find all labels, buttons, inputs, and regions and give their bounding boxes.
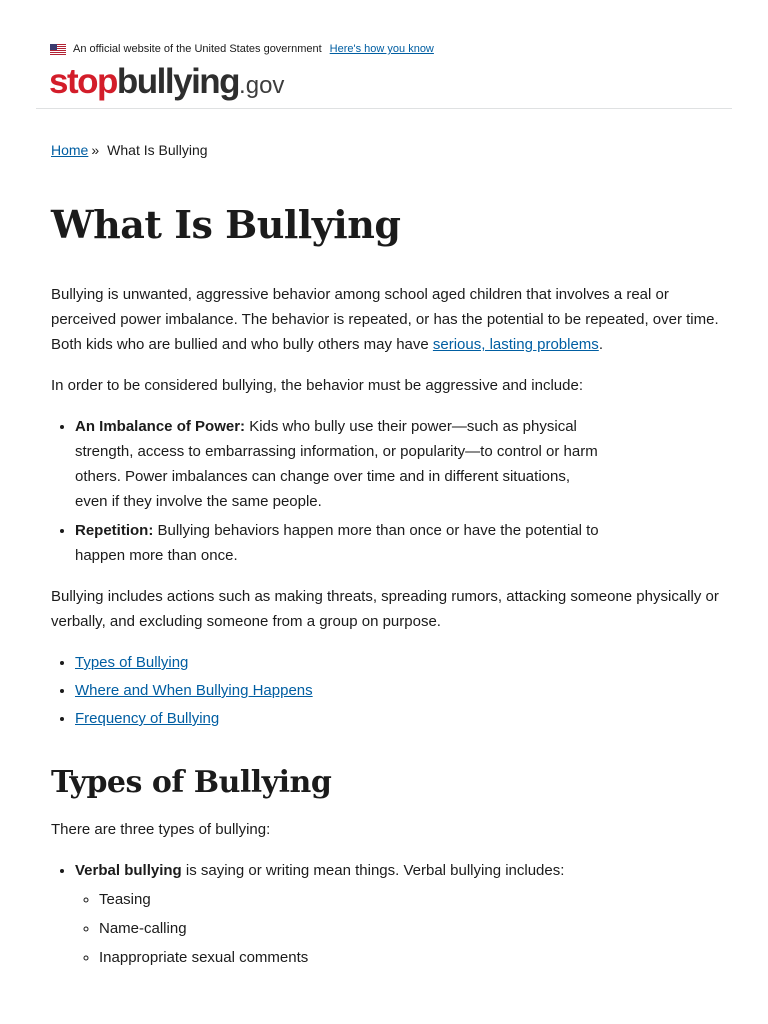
criteria-list	[51, 414, 605, 568]
logo-bullying: bullying	[116, 62, 240, 101]
criteria-term: Repetition:	[75, 522, 154, 539]
serious-lasting-problems-link[interactable]: serious, lasting problems	[432, 336, 599, 353]
types-of-bullying-link[interactable]: Types of Bullying	[75, 654, 189, 671]
breadcrumb-current: What Is Bullying	[107, 142, 208, 158]
types-list	[51, 858, 723, 970]
breadcrumb	[51, 142, 208, 158]
list-item	[75, 518, 605, 568]
types-heading: Types of Bullying	[51, 765, 332, 800]
site-logo[interactable]	[49, 62, 284, 106]
main-content	[51, 196, 723, 986]
list-item: ◦ Inappropriate sexual comments	[99, 945, 723, 970]
list-item	[75, 650, 723, 675]
actions-paragraph: Bullying includes actions such as making threats, spreading rumors, attacking someone physically or verbally, and excluding someone from a group on purpose.	[51, 588, 719, 630]
criteria-intro: In order to be considered bullying, the behavior must be aggressive and include:	[51, 377, 583, 394]
verbal-text: is saying or writing mean things. Verbal bullying includes:	[181, 862, 565, 879]
verbal-sublist	[75, 887, 723, 970]
breadcrumb-separator: »	[91, 142, 100, 158]
criteria-text: Kids who bully use their power—such as physical strength, access to embarrassing information, or popularity—to control or harm others. Power imbalances can change over time and in different situations, even if they involve the same people.	[75, 418, 598, 510]
gov-banner	[50, 40, 434, 58]
list-item: ◦ Name-calling	[99, 916, 723, 941]
criteria-text: Bullying behaviors happen more than once or have the potential to happen more than once.	[75, 522, 599, 564]
section-links	[51, 650, 723, 731]
types-intro: There are three types of bullying:	[51, 821, 271, 838]
intro-end: .	[598, 336, 603, 353]
list-item	[75, 414, 605, 514]
logo-gov: .gov	[239, 72, 285, 99]
criteria-term: An Imbalance of Power:	[75, 418, 246, 435]
breadcrumb-home-link[interactable]: Home	[51, 142, 89, 158]
verbal-term: Verbal bullying	[75, 862, 182, 879]
us-flag-icon	[50, 44, 66, 55]
list-item	[75, 678, 723, 703]
page-title: What Is Bullying	[51, 202, 401, 247]
where-and-when-link[interactable]: Where and When Bullying Happens	[75, 682, 313, 699]
intro-text: Bullying is unwanted, aggressive behavior among school aged children that involves a real or perceived power imbalance. The behavior is repeated, or has the potential to be repeated, over time. Both kids who are bullied and who bully others may have	[51, 286, 719, 353]
header-divider	[36, 108, 732, 109]
list-item: ◦ Teasing	[99, 887, 723, 912]
gov-banner-text: An official website of the United States government	[73, 43, 322, 55]
frequency-link[interactable]: Frequency of Bullying	[75, 710, 220, 727]
logo-stop: stop	[49, 62, 117, 101]
heres-how-you-know-link[interactable]: Here's how you know	[329, 43, 434, 55]
list-item	[75, 706, 723, 731]
list-item	[75, 858, 723, 970]
intro-paragraph	[51, 282, 723, 357]
